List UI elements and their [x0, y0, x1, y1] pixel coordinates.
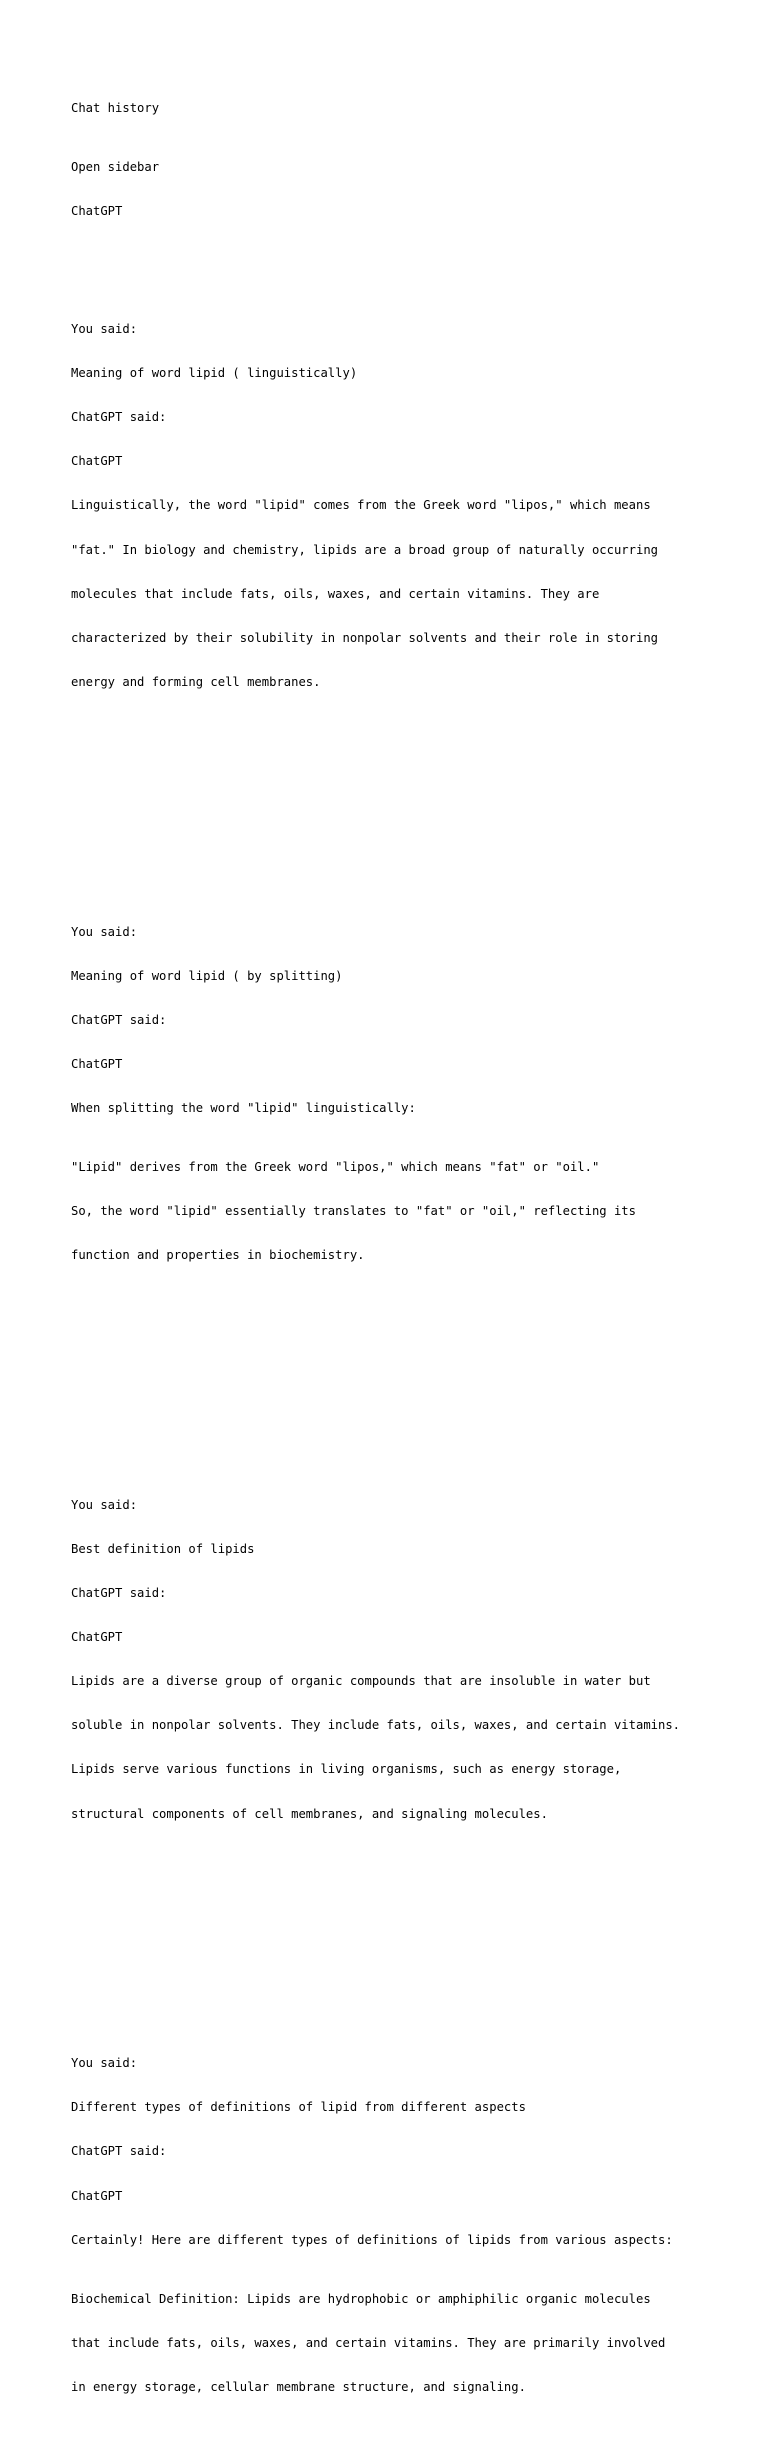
- user-question: Meaning of word lipid ( by splitting): [71, 968, 343, 983]
- answer-intro: Certainly! Here are different types of definitions of lipids from various aspects:: [71, 2232, 673, 2247]
- assistant-said-label: ChatGPT said:: [71, 410, 167, 425]
- conversation-turn-4: [71, 2027, 761, 2424]
- answer-line: in energy storage, cellular membrane structure, and signaling.: [71, 2379, 526, 2394]
- assistant-name: ChatGPT: [71, 1630, 123, 1645]
- answer-line: characterized by their solubility in nonpolar solvents and their role in storing: [71, 630, 658, 645]
- answer-line: "Lipid" derives from the Greek word "lipos," which means "fat" or "oil.": [71, 1159, 600, 1174]
- open-sidebar-button[interactable]: Open sidebar: [71, 160, 160, 175]
- answer-line: energy and forming cell membranes.: [71, 674, 321, 689]
- answer-line: Lipids serve various functions in living organisms, such as energy storage,: [71, 1762, 622, 1777]
- you-said-label: You said:: [71, 2056, 138, 2071]
- assistant-said-label: ChatGPT said:: [71, 2144, 167, 2159]
- answer-intro: When splitting the word "lipid" linguistically:: [71, 1101, 416, 1115]
- answer-line: Biochemical Definition: Lipids are hydrophobic or amphiphilic organic molecules: [71, 2291, 651, 2306]
- chat-transcript: [71, 72, 761, 2439]
- assistant-said-label: ChatGPT said:: [71, 1012, 167, 1027]
- answer-line: Lipids are a diverse group of organic compounds that are insoluble in water but: [71, 1674, 651, 1689]
- assistant-said-label: ChatGPT said:: [71, 1585, 167, 1600]
- chat-history-link[interactable]: Chat history: [71, 101, 160, 116]
- answer-line: structural components of cell membranes, and signaling molecules.: [71, 1806, 548, 1821]
- answer-line: soluble in nonpolar solvents. They include fats, oils, waxes, and certain vitamins.: [71, 1718, 681, 1733]
- assistant-name: ChatGPT: [71, 2188, 123, 2203]
- assistant-name: ChatGPT: [71, 1056, 123, 1071]
- answer-line: So, the word "lipid" essentially translates to "fat" or "oil," reflecting its: [71, 1203, 636, 1218]
- you-said-label: You said:: [71, 1497, 138, 1512]
- you-said-label: You said:: [71, 321, 138, 336]
- conversation-turn-2: [71, 895, 761, 1292]
- you-said-label: You said:: [71, 924, 138, 939]
- answer-line: that include fats, oils, waxes, and certain vitamins. They are primarily involved: [71, 2335, 666, 2350]
- assistant-name: ChatGPT: [71, 454, 123, 469]
- user-question: Best definition of lipids: [71, 1541, 255, 1556]
- app-title: ChatGPT: [71, 204, 123, 219]
- answer-line: function and properties in biochemistry.: [71, 1248, 365, 1263]
- user-question: Different types of definitions of lipid from different aspects: [71, 2100, 526, 2115]
- answer-line: "fat." In biology and chemistry, lipids are a broad group of naturally occurring: [71, 542, 658, 557]
- conversation-turn-1: [71, 293, 761, 719]
- answer-line: Linguistically, the word "lipid" comes from the Greek word "lipos," which means: [71, 498, 651, 513]
- user-question: Meaning of word lipid ( linguistically): [71, 366, 358, 381]
- conversation-turn-3: [71, 1468, 761, 1850]
- answer-line: molecules that include fats, oils, waxes, and certain vitamins. They are: [71, 586, 600, 601]
